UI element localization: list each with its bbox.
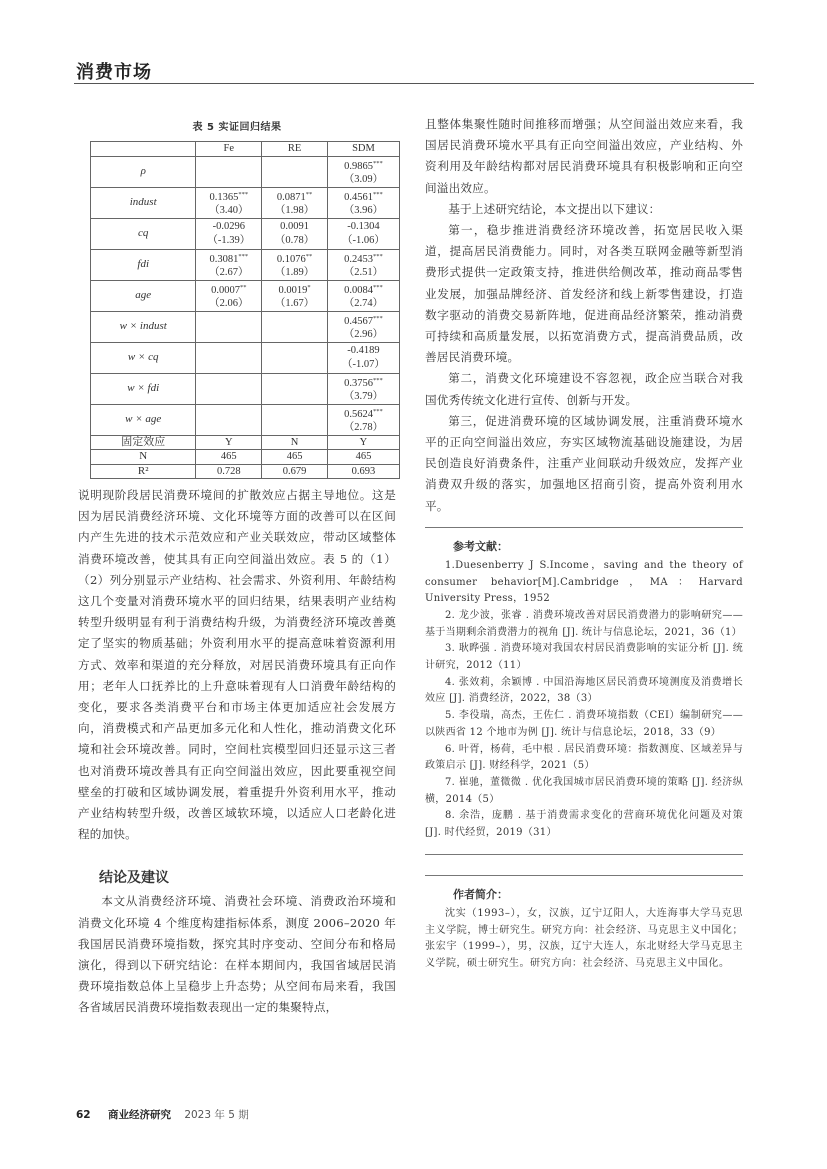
re-value-cell (262, 187, 328, 218)
significance-marker: *** (238, 252, 249, 260)
fe-value-cell (196, 280, 262, 311)
coefficient (330, 281, 397, 298)
t-statistic: （2.74） (343, 298, 384, 309)
significance-marker: ** (305, 252, 313, 260)
coefficient (264, 220, 325, 234)
references-title: 参考文献： (453, 539, 508, 553)
variable-cell: cq (91, 218, 196, 249)
coefficient (264, 281, 325, 298)
reference-item: 6. 叶胥，杨荷，毛中根 . 居民消费环境：指数测度、区域差异与政策启示 [J]. 财经科学，2021（5） (425, 743, 743, 772)
references-section (425, 538, 743, 842)
coefficient-value: -0.0296 (212, 221, 245, 232)
coefficient (330, 157, 397, 174)
fe-value-cell (196, 218, 262, 249)
issue-info: 2023 年 5 期 (184, 1109, 249, 1121)
coefficient (198, 220, 259, 234)
table-header-row (91, 142, 400, 157)
significance-marker: *** (373, 252, 383, 260)
t-statistic: （1.67） (274, 298, 315, 309)
t-statistic: （-1.07） (342, 358, 385, 370)
t-statistic: （-1.06） (342, 234, 385, 246)
t-statistic: （3.40） (209, 205, 249, 216)
significance-marker: *** (373, 159, 383, 167)
variable-cell: w × indust (91, 311, 196, 342)
t-statistic: （1.98） (274, 205, 315, 216)
header-cell-empty (91, 142, 196, 157)
coefficient-value: 0.5624 (344, 408, 374, 420)
header-cell-re: RE (262, 142, 328, 157)
table-row (91, 218, 400, 249)
coefficient (330, 405, 397, 422)
fe-value-cell (196, 311, 262, 342)
coefficient-value: 0.9865 (344, 160, 374, 172)
page-footer (76, 1107, 249, 1122)
sdm-summary-cell: Y (327, 435, 399, 450)
re-value-cell (262, 342, 328, 373)
fe-value-cell (196, 187, 262, 218)
regression-table (90, 141, 400, 479)
coefficient-value: 0.2453 (344, 253, 374, 265)
sdm-value-cell (327, 249, 399, 280)
coefficient-value: 0.0871 (276, 191, 306, 203)
coefficient (330, 188, 397, 205)
re-value-cell (262, 249, 328, 280)
reference-item: 2. 龙少波，张睿 . 消费环境改善对居民消费潜力的影响研究——基于当期剩余消费潜力的视角 [J]. 统计与信息论坛，2021，36（1） (425, 609, 743, 638)
significance-marker: *** (373, 376, 383, 384)
coefficient-value: 0.0084 (344, 284, 374, 296)
table-row (91, 249, 400, 280)
fe-value-cell (196, 404, 262, 435)
section-title: 消费市场 (76, 62, 152, 83)
table-row (91, 280, 400, 311)
table-summary-row (91, 464, 400, 479)
reference-item: 3. 耿晔强 . 消费环境对我国农村居民消费影响的实证分析 [J]. 统计研究，2012（11） (425, 643, 743, 672)
re-value-cell (262, 404, 328, 435)
variable-cell: w × cq (91, 342, 196, 373)
fe-summary-cell: 465 (196, 450, 262, 465)
sdm-value-cell (327, 311, 399, 342)
table-summary-row (91, 435, 400, 450)
significance-marker: *** (373, 283, 383, 291)
re-value-cell (262, 156, 328, 187)
variable-cell: fdi (91, 249, 196, 280)
t-statistic: （2.96） (343, 329, 384, 340)
variable-cell: w × fdi (91, 373, 196, 404)
coefficient (330, 312, 397, 329)
body-paragraph: 第三，促进消费环境的区域协调发展，注重消费环境水平的正向空间溢出效应，夯实区域物流基础设施建设，为居民创造良好消费条件，注重产业间联动升级效应，发挥产业消费双升级的落实，加强地区招商引资，提高外资利用水平。 (425, 413, 743, 513)
right-column (425, 114, 743, 973)
section-heading: 结论及建议 (99, 870, 169, 887)
coefficient-value: 0.3081 (209, 253, 239, 265)
summary-label-cell: N (91, 450, 196, 465)
reference-item: 1.Duesenberry J S.Income，saving and the theory of consumer behavior[M].Cambridge，MA：Harvard University Press，1952 (425, 559, 743, 605)
coefficient-value: 0.0007 (211, 284, 240, 296)
body-paragraph: 本文从消费经济环境、消费社会环境、消费政治环境和消费文化环境 4 个维度构建指标体系，测度 2006–2020 年我国居民消费环境指数，探究其时序变动、空间分布和格局演化，得到以下研究结论：在样本期间内，我国省域居民消费环境指数总体上呈稳步上升态势；从空间布局来看，我国各省域居民消费环境指数表现出一定的集聚特点， (78, 894, 396, 1015)
coefficient (330, 344, 397, 358)
t-statistic: （2.51） (343, 267, 384, 278)
references-list (425, 558, 743, 842)
sdm-summary-cell: 465 (327, 450, 399, 465)
coefficient (264, 188, 325, 205)
t-statistic: （2.67） (209, 267, 249, 278)
t-statistic: （3.79） (343, 391, 384, 402)
body-paragraph: 说明现阶段居民消费环境间的扩散效应占据主导地位。这是因为居民消费经济环境、文化环境等方面的改善可以在区间内产生先进的技术示范效应和产业关联效应，带动区域整体消费环境改善，使其具有正向空间溢出效应。表 5 的（1）（2）列分别显示产业结构、社会需求、外资利用、年龄结构这几个变量对消费环境水平的回归结果，结果表明产业结构转型升级明显有利于消费结构升级，为消费经济环境改善奠定了坚实的物质基础；外资利用水平的提高意味着资源利用方式、效率和渠道的充分释放，对居民消费环境具有正向作用；老年人口抚养比的上升意味着现有人口消费年龄结构的变化，要求各类消费平台和市场主体更加适应社会发展方向，消费模式和产品更加多元化和人性化，推动消费文化环境和社会环境改善。同时，空间杜宾模型回归还显示这三者也对消费环境改善具有正向空间溢出效应，因此要重视空间壁垒的打破和区域协调发展，着重提升外资利用水平，推动产业结构转型升级，改善区域软环境，以适应人口老龄化进程的加快。 (78, 488, 396, 842)
table-caption: 表 5 实证回归结果 (192, 122, 282, 133)
fe-value-cell (196, 249, 262, 280)
table-row (91, 342, 400, 373)
table-row (91, 187, 400, 218)
table-summary-row (91, 450, 400, 465)
coefficient-value: -0.1304 (347, 221, 380, 232)
table-row (91, 404, 400, 435)
author-bio-text: 沈实（1993–），女，汉族，辽宁辽阳人，大连海事大学马克思主义学院，博士研究生。研究方向：社会经济、马克思主义中国化；张宏宇（1999–），男，汉族，辽宁大连人，东北财经大学马克思主义学院，硕士研究生。研究方向：社会经济、马克思主义中国化。 (425, 907, 743, 969)
significance-marker: *** (373, 190, 383, 198)
variable-cell: indust (91, 187, 196, 218)
t-statistic: （2.06） (209, 298, 249, 309)
sdm-value-cell (327, 280, 399, 311)
re-summary-cell: 0.679 (262, 464, 328, 479)
re-summary-cell: 465 (262, 450, 328, 465)
variable-cell: w × age (91, 404, 196, 435)
page-number: 62 (76, 1109, 91, 1121)
t-statistic: （3.96） (343, 205, 384, 216)
reference-item: 5. 李役瑞，高杰，王佐仁 . 消费环境指数（CEI）编制研究——以陕西省 12 个地市为例 [J]. 统计与信息论坛，2018，33（9） (425, 710, 743, 738)
coefficient (330, 250, 397, 267)
coefficient-value: 0.4561 (344, 191, 374, 203)
coefficient (198, 188, 259, 205)
coefficient-value: 0.1365 (209, 191, 239, 203)
table-row (91, 373, 400, 404)
body-paragraph: 第二，消费文化环境建设不容忽视，政企应当联合对我国优秀传统文化进行宣传、创新与开发。 (425, 371, 743, 407)
sdm-value-cell (327, 218, 399, 249)
significance-marker: *** (373, 407, 383, 415)
divider (425, 875, 743, 876)
significance-marker: * (307, 283, 311, 291)
coefficient (198, 250, 259, 267)
significance-marker: ** (239, 283, 247, 291)
re-value-cell (262, 373, 328, 404)
sdm-value-cell (327, 404, 399, 435)
fe-value-cell (196, 156, 262, 187)
coefficient-value: 0.0019 (278, 284, 308, 296)
author-bio-section (425, 886, 743, 973)
t-statistic: （2.78） (343, 422, 384, 433)
table-row (91, 156, 400, 187)
header-cell-sdm: SDM (327, 142, 399, 157)
coefficient (330, 374, 397, 391)
fe-summary-cell: Y (196, 435, 262, 450)
t-statistic: （0.78） (274, 234, 315, 246)
body-paragraph: 基于上述研究结论，本文提出以下建议： (448, 201, 661, 216)
summary-label-cell: 固定效应 (91, 435, 196, 450)
t-statistic: （1.89） (274, 267, 315, 278)
re-value-cell (262, 218, 328, 249)
coefficient (264, 250, 325, 267)
journal-name: 商业经济研究 (107, 1109, 171, 1121)
reference-item: 8. 余浩，庞鹏 . 基于消费需求变化的营商环境优化问题及对策 [J]. 时代经贸，2019（31） (425, 810, 743, 839)
re-value-cell (262, 280, 328, 311)
left-column (78, 118, 396, 1019)
author-bio-title: 作者简介： (453, 887, 508, 901)
fe-summary-cell: 0.728 (196, 464, 262, 479)
significance-marker: *** (373, 314, 383, 322)
coefficient-value: 0.4567 (344, 315, 374, 327)
coefficient-value: -0.4189 (347, 345, 380, 356)
body-paragraph: 第一，稳步推进消费经济环境改善，拓宽居民收入渠道，提高居民消费能力。同时，对各类互联网金融等新型消费形式提供一定政策支持，推进供给侧改革，推动商品零售业发展，加强品牌经济、首发经济和线上新零售建设，打造数字驱动的消费交易新阵地，促进商品经济繁荣，推动消费可持续和高质量发展，以拓宽消费方式，提高消费品质，改善居民消费环境。 (425, 223, 743, 365)
fe-value-cell (196, 373, 262, 404)
variable-cell: ρ (91, 156, 196, 187)
fe-value-cell (196, 342, 262, 373)
t-statistic: （3.09） (343, 174, 384, 185)
table-row (91, 311, 400, 342)
coefficient (198, 281, 259, 298)
significance-marker: ** (305, 190, 313, 198)
divider (425, 527, 743, 528)
re-value-cell (262, 311, 328, 342)
reference-item: 7. 崔驰，董微微 . 优化我国城市居民消费环境的策略 [J]. 经济纵横，2014（5） (425, 777, 743, 805)
header-cell-fe: Fe (196, 142, 262, 157)
coefficient-value: 0.3756 (344, 377, 374, 389)
significance-marker: *** (238, 190, 249, 198)
coefficient-value: 0.1076 (276, 253, 306, 265)
variable-cell: age (91, 280, 196, 311)
sdm-value-cell (327, 373, 399, 404)
sdm-value-cell (327, 342, 399, 373)
body-paragraph: 且整体集聚性随时间推移而增强；从空间溢出效应来看，我国居民消费环境水平具有正向空间溢出效应，产业结构、外资利用及年龄结构都对居民消费环境具有积极影响和正向空间溢出效应。 (425, 117, 743, 195)
header-rule (74, 83, 754, 84)
summary-label-cell: R² (91, 464, 196, 479)
reference-item: 4. 张效莉，余颖博 . 中国沿海地区居民消费环境测度及消费增长效应 [J]. 消费经济，2022，38（3） (425, 676, 743, 705)
t-statistic: （-1.39） (207, 234, 251, 246)
sdm-value-cell (327, 156, 399, 187)
coefficient-value: 0.0091 (280, 221, 309, 232)
sdm-value-cell (327, 187, 399, 218)
sdm-summary-cell: 0.693 (327, 464, 399, 479)
coefficient (330, 220, 397, 234)
re-summary-cell: N (262, 435, 328, 450)
